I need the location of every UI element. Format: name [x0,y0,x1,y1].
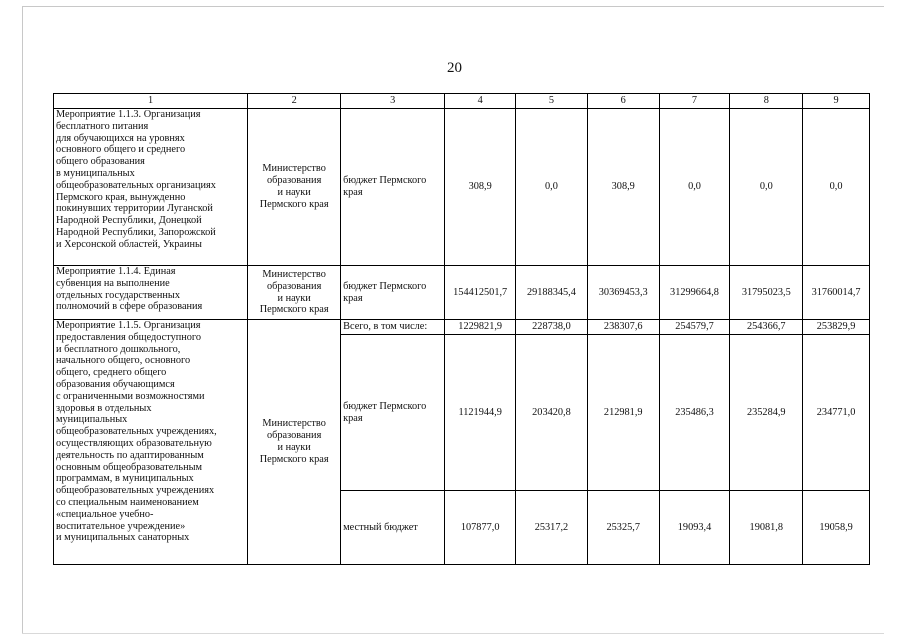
text-line: отдельных государственных [56,289,180,301]
text-line: Народной Республики, Запорожской [56,226,216,238]
text-line: общего, среднего общего [56,367,167,379]
text-line: и науки [277,292,311,304]
text-line: Народной Республики, Донецкой [56,215,202,227]
value-cell: 228738,0 [516,320,588,335]
text-line: с ограниченными возможностями [56,390,205,402]
text-line: образования обучающимся [56,378,175,390]
funding-source-cell: Всего, в том числе: [341,320,445,335]
scan-edge-bottom [22,633,884,634]
scan-edge-left [22,6,23,634]
text-line: субвенция на выполнение [56,277,170,289]
text-line: образования [266,430,322,442]
header-row [54,94,870,109]
value-cell: 0,0 [730,109,803,266]
column-header: 2 [248,94,341,109]
column-header: 4 [445,94,516,109]
text-line: общеобразовательных организациях [56,179,216,191]
text-line: Мероприятие 1.1.5. Организация [56,320,201,331]
text-line: Пермского края [259,198,329,210]
text-line: и муниципальных санаторных [56,532,190,544]
text-line: покинувших территории Луганской [56,203,213,215]
value-cell: 31760014,7 [803,266,870,320]
activity-name-cell [54,266,248,320]
column-header: 3 [341,94,445,109]
text-line: общего образования [56,156,145,168]
value-cell: 254579,7 [659,320,730,335]
value-cell: 154412501,7 [445,266,516,320]
text-line: бесплатного питания [56,120,149,132]
value-cell: 31299664,8 [659,266,730,320]
text-line: Министерство [262,163,326,175]
column-header: 7 [659,94,730,109]
text-line: основного общего и среднего [56,144,186,156]
value-cell: 30369453,3 [587,266,659,320]
text-line: муниципальных [56,414,128,426]
value-cell: 235486,3 [659,335,730,491]
text-line: Пермского края, вынужденно [56,191,186,203]
value-cell: 308,9 [445,109,516,266]
value-cell: 234771,0 [803,335,870,491]
text-line: Мероприятие 1.1.4. Единая [56,266,176,277]
column-header: 8 [730,94,803,109]
text-line: программам, в муниципальных [56,473,194,485]
value-cell: 0,0 [803,109,870,266]
text-line: полномочий в сфере образования [56,301,203,313]
funding-source-cell: бюджет Пермского края [341,335,445,491]
text-line: Министерство [262,418,326,430]
value-cell: 1229821,9 [445,320,516,335]
text-line: Министерство [262,268,326,280]
executor-cell [248,266,341,320]
funding-source-cell: бюджет Пермского края [341,266,445,320]
value-cell: 25317,2 [516,491,588,565]
funding-source-cell: местный бюджет [341,491,445,565]
text-line: и науки [277,187,311,198]
text-line: Мероприятие 1.1.3. Организация [56,109,201,120]
executor-cell [248,109,341,266]
activity-name-cell [54,320,248,565]
text-line: образования [266,280,322,292]
text-line: образования [266,175,322,187]
activity-name-cell [54,109,248,266]
table-row [54,266,870,320]
text-line: предоставления общедоступного [56,331,202,343]
value-cell: 0,0 [516,109,588,266]
value-cell: 1121944,9 [445,335,516,491]
text-line: и бесплатного дошкольного, [56,343,181,355]
budget-table [53,93,870,565]
funding-source-cell: бюджет Пермского края [341,109,445,266]
value-cell: 253829,9 [803,320,870,335]
value-cell: 254366,7 [730,320,803,335]
text-line: здоровья в отдельных [56,402,152,414]
scan-edge-top [22,6,884,7]
text-line: «специальное учебно- [56,508,154,520]
value-cell: 19081,8 [730,491,803,565]
text-line: Пермского края [259,304,329,316]
value-cell: 238307,6 [587,320,659,335]
value-cell: 29188345,4 [516,266,588,320]
text-line: и науки [277,442,311,453]
table-row [54,320,870,335]
text-line: основным общеобразовательным [56,461,203,473]
text-line: Пермского края [259,453,329,465]
column-header: 5 [516,94,588,109]
text-line: общеобразовательных учреждениях [56,485,215,497]
table-row [54,109,870,266]
value-cell: 203420,8 [516,335,588,491]
page-number: 20 [447,60,462,76]
value-cell: 308,9 [587,109,659,266]
text-line: для обучающихся на уровнях [56,132,185,144]
text-line: начального общего, основного [56,355,191,367]
value-cell: 212981,9 [587,335,659,491]
text-line: и Херсонской областей, Украины [56,238,202,250]
value-cell: 31795023,5 [730,266,803,320]
text-line: общеобразовательных учреждениях, [56,426,217,438]
column-header: 6 [587,94,659,109]
executor-cell [248,320,341,565]
value-cell: 19093,4 [659,491,730,565]
text-line: деятельность по адаптированным [56,449,204,461]
value-cell: 0,0 [659,109,730,266]
text-line: воспитательное учреждение» [56,520,186,532]
value-cell: 235284,9 [730,335,803,491]
value-cell: 25325,7 [587,491,659,565]
column-header: 9 [803,94,870,109]
text-line: осуществляющих образовательную [56,437,212,449]
value-cell: 107877,0 [445,491,516,565]
text-line: в муниципальных [56,167,135,179]
text-line: со специальным наименованием [56,496,199,508]
column-header: 1 [54,94,248,109]
value-cell: 19058,9 [803,491,870,565]
